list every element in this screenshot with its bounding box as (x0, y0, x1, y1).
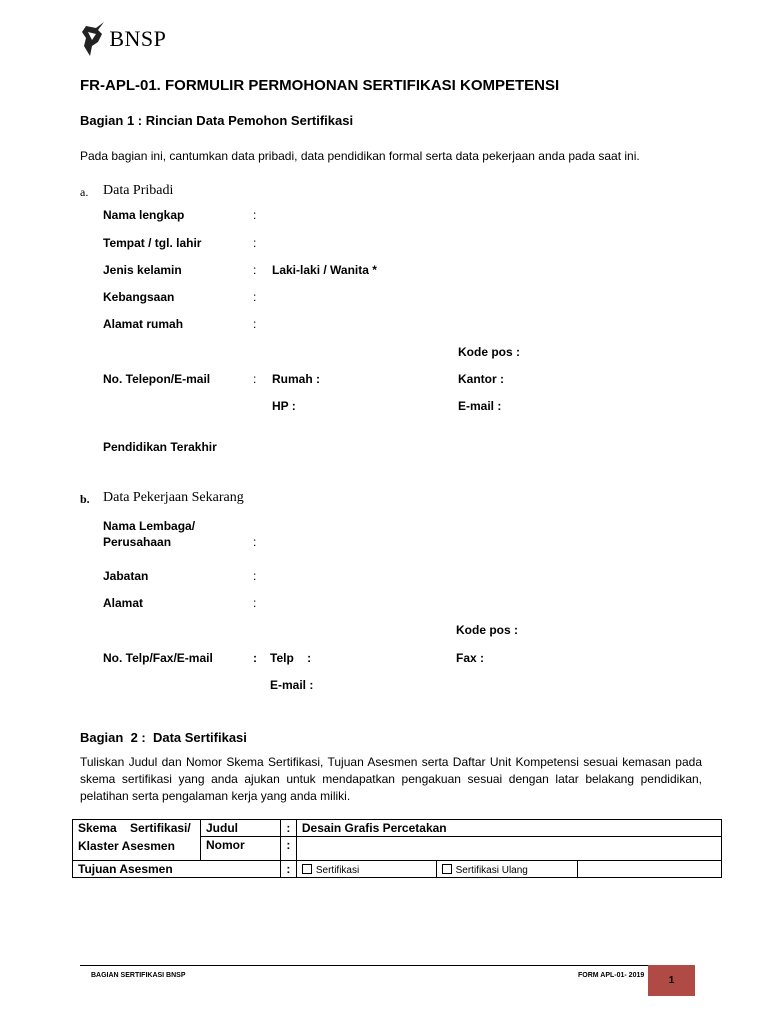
bnsp-emblem-icon (80, 20, 106, 58)
section-a-title: Data Pribadi (103, 183, 174, 198)
lembaga-label-line2: Perusahaan (103, 535, 172, 549)
judul-value[interactable]: Desain Grafis Percetakan (296, 820, 721, 837)
option-ulang-label: Sertifikasi Ulang (455, 865, 528, 876)
bagian1-heading: Bagian 1 : Rincian Data Pemohon Sertifikasi (80, 113, 354, 128)
jabatan-label: Jabatan (103, 569, 149, 583)
page-number: 1 (648, 965, 695, 996)
nomor-colon: : (280, 837, 296, 861)
nama-label: Nama lengkap (103, 208, 185, 222)
email-kantor-label: E-mail : (270, 678, 314, 692)
bagian2-heading: Bagian 2 : Data Sertifikasi (80, 730, 247, 745)
tujuan-colon: : (280, 861, 296, 878)
skema-label-line1: Skema Sertifikasi/ (78, 821, 191, 835)
telepon-colon: : (253, 372, 257, 386)
pendidikan-label: Pendidikan Terakhir (103, 440, 217, 454)
table-row (73, 820, 722, 837)
section-a-marker: a. (80, 185, 89, 199)
logo-text: BNSP (109, 26, 167, 51)
hp-label: HP : (272, 399, 296, 413)
option-sertifikasi-ulang[interactable] (436, 861, 578, 878)
skema-table (72, 819, 722, 878)
form-title: FR-APL-01. FORMULIR PERMOHONAN SERTIFIKASI KOMPETENSI (80, 77, 560, 94)
footer-right: FORM APL-01- 2019 (578, 972, 645, 979)
footer-left: BAGIAN SERTIFIKASI BNSP (91, 972, 186, 979)
section-b-title: Data Pekerjaan Sekarang (103, 490, 244, 505)
empty-option-cell (578, 861, 722, 878)
checkbox-icon[interactable] (302, 864, 312, 874)
tempat-colon: : (253, 236, 257, 250)
alamat-kantor-colon: : (253, 596, 257, 610)
rumah-label: Rumah : (272, 372, 320, 386)
bagian2-paragraph: Tuliskan Judul dan Nomor Skema Sertifikasi, Tujuan Asesmen serta Daftar Unit Kompetensi sesuai kemasan pada skema sertifikasi yang anda ajukan untuk mendapatkan pengakuan sesuai dengan latar belakang pendidikan, pelatihan serta pengalaman kerja yang anda miliki. (80, 755, 702, 803)
jenis-label: Jenis kelamin (103, 263, 182, 277)
jenis-colon: : (253, 263, 257, 277)
skema-label-line2: Klaster Asesmen (78, 839, 175, 853)
alamat-rumah-colon: : (253, 317, 257, 331)
kodepos-kantor-label: Kode pos : (456, 623, 518, 637)
option-sertifikasi[interactable] (296, 861, 436, 878)
kebangsaan-label: Kebangsaan (103, 290, 175, 304)
kantor-label: Kantor : (458, 372, 504, 386)
tujuan-label: Tujuan Asesmen (73, 861, 281, 878)
telp-field-label: Telp : (270, 651, 312, 665)
fax-label: Fax : (456, 651, 485, 665)
telp-fax-label: No. Telp/Fax/E-mail (103, 651, 213, 665)
jabatan-colon: : (253, 569, 257, 583)
table-row (73, 861, 722, 878)
judul-colon: : (280, 820, 296, 837)
alamat-rumah-label: Alamat rumah (103, 317, 184, 331)
skema-label-cell (73, 820, 201, 861)
kebangsaan-colon: : (253, 290, 257, 304)
checkbox-icon[interactable] (442, 864, 452, 874)
lembaga-label-line1: Nama Lembaga/ (103, 519, 196, 533)
section-b-marker: b. (80, 492, 90, 506)
telp-fax-colon: : (253, 651, 257, 665)
jenis-value[interactable]: Laki-laki / Wanita * (272, 263, 377, 277)
kodepos-label: Kode pos : (458, 345, 520, 359)
telepon-label: No. Telepon/E-mail (103, 372, 211, 386)
nomor-label: Nomor (200, 837, 280, 861)
footer-divider (80, 965, 648, 966)
alamat-kantor-label: Alamat (103, 596, 144, 610)
bagian1-intro: Pada bagian ini, cantumkan data pribadi, data pendidikan formal serta data pekerjaan anda pada saat ini. (80, 149, 640, 163)
lembaga-colon: : (253, 535, 257, 549)
nomor-value[interactable] (296, 837, 721, 861)
tempat-label: Tempat / tgl. lahir (103, 236, 202, 250)
nama-colon: : (253, 208, 257, 222)
bnsp-logo (80, 20, 166, 58)
email-label: E-mail : (458, 399, 502, 413)
option-sertifikasi-label: Sertifikasi (315, 865, 360, 876)
judul-label: Judul (200, 820, 280, 837)
